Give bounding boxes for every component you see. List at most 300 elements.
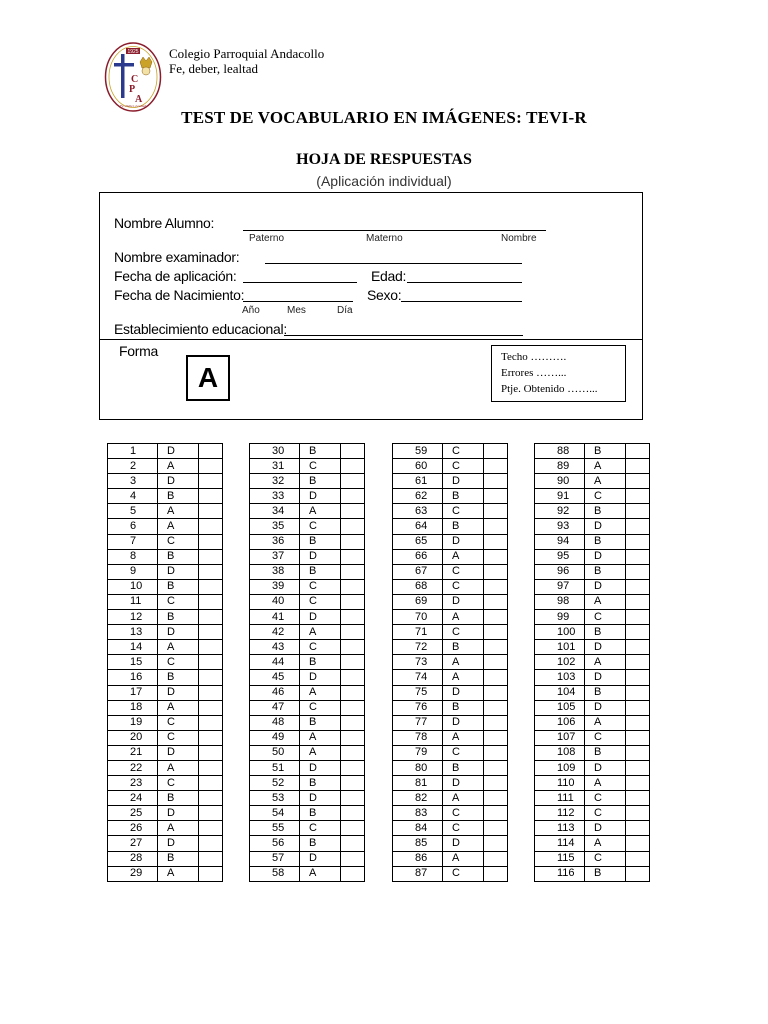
item-number: 19 [108,715,158,730]
response-cell[interactable] [199,549,223,564]
response-cell[interactable] [626,821,650,836]
table-row [535,730,650,745]
answer-key: B [443,760,484,775]
school-logo [104,41,162,113]
response-cell[interactable] [199,791,223,806]
answer-key: D [443,474,484,489]
item-number: 59 [393,444,443,459]
answer-key: A [158,504,199,519]
response-cell[interactable] [626,519,650,534]
response-cell[interactable] [626,459,650,474]
year-label: Año [242,305,260,316]
response-cell[interactable] [341,444,365,459]
table-row [535,670,650,685]
answer-key: C [443,459,484,474]
table-row [250,655,365,670]
day-label: Día [337,305,353,316]
response-cell[interactable] [199,444,223,459]
item-number: 30 [250,444,300,459]
answer-key: A [443,670,484,685]
item-number: 38 [250,564,300,579]
item-number: 51 [250,760,300,775]
response-cell[interactable] [626,625,650,640]
item-number: 64 [393,519,443,534]
response-cell[interactable] [199,625,223,640]
forma-value-box: A [186,355,230,401]
response-cell[interactable] [484,851,508,866]
item-number: 12 [108,610,158,625]
answer-key: B [158,670,199,685]
response-cell[interactable] [484,776,508,791]
response-cell[interactable] [626,700,650,715]
item-number: 113 [535,821,585,836]
response-cell[interactable] [484,625,508,640]
response-cell[interactable] [341,715,365,730]
application-date-field[interactable] [243,282,357,283]
response-cell[interactable] [484,579,508,594]
item-number: 39 [250,579,300,594]
table-row [108,791,223,806]
response-cell[interactable] [626,564,650,579]
response-cell[interactable] [626,594,650,609]
table-row [250,715,365,730]
response-cell[interactable] [626,444,650,459]
item-number: 93 [535,519,585,534]
answer-key: B [300,534,341,549]
response-cell[interactable] [626,745,650,760]
item-number: 78 [393,730,443,745]
response-cell[interactable] [484,459,508,474]
response-cell[interactable] [626,670,650,685]
table-row [108,821,223,836]
response-cell[interactable] [484,685,508,700]
response-cell[interactable] [341,640,365,655]
answer-key: C [585,851,626,866]
response-cell[interactable] [199,519,223,534]
item-number: 56 [250,836,300,851]
answer-key: D [300,760,341,775]
item-number: 97 [535,579,585,594]
item-number: 58 [250,866,300,881]
response-cell[interactable] [626,640,650,655]
response-cell[interactable] [341,821,365,836]
answer-key: A [443,851,484,866]
item-number: 80 [393,760,443,775]
response-cell[interactable] [341,610,365,625]
response-cell[interactable] [484,504,508,519]
item-number: 15 [108,655,158,670]
item-number: 69 [393,594,443,609]
answer-key: C [443,564,484,579]
response-cell[interactable] [484,836,508,851]
response-cell[interactable] [484,489,508,504]
response-cell[interactable] [199,745,223,760]
answer-key: D [443,685,484,700]
table-row [393,444,508,459]
answer-key: C [158,776,199,791]
birth-date-field[interactable] [243,301,353,302]
response-cell[interactable] [341,625,365,640]
response-cell[interactable] [626,760,650,775]
answer-key: B [585,685,626,700]
maternal-label: Materno [366,233,403,244]
response-cell[interactable] [484,821,508,836]
answer-key: C [300,594,341,609]
response-cell[interactable] [484,715,508,730]
response-cell[interactable] [626,791,650,806]
response-cell[interactable] [199,579,223,594]
table-row [108,745,223,760]
response-cell[interactable] [484,655,508,670]
table-row [535,489,650,504]
answer-key: C [585,610,626,625]
table-row [535,866,650,881]
answer-key: C [443,866,484,881]
item-number: 74 [393,670,443,685]
response-cell[interactable] [199,474,223,489]
item-number: 106 [535,715,585,730]
response-cell[interactable] [484,519,508,534]
item-number: 52 [250,776,300,791]
response-cell[interactable] [484,866,508,881]
school-header [169,46,324,76]
item-number: 107 [535,730,585,745]
item-number: 70 [393,610,443,625]
response-cell[interactable] [341,489,365,504]
table-row [250,836,365,851]
response-cell[interactable] [199,806,223,821]
response-cell[interactable] [626,534,650,549]
answer-key: B [300,444,341,459]
response-cell[interactable] [484,700,508,715]
table-row [108,594,223,609]
table-row [535,534,650,549]
item-number: 101 [535,640,585,655]
response-cell[interactable] [199,640,223,655]
sex-label: Sexo: [367,287,402,303]
table-row [250,534,365,549]
table-row [535,685,650,700]
response-cell[interactable] [199,489,223,504]
table-row [535,610,650,625]
answer-key: B [585,745,626,760]
answer-key: C [300,700,341,715]
table-row [108,851,223,866]
response-cell[interactable] [341,745,365,760]
response-cell[interactable] [199,821,223,836]
item-number: 42 [250,625,300,640]
response-cell[interactable] [484,640,508,655]
table-row [250,444,365,459]
item-number: 81 [393,776,443,791]
item-number: 109 [535,760,585,775]
table-row [108,459,223,474]
item-number: 16 [108,670,158,685]
item-number: 111 [535,791,585,806]
table-row [393,459,508,474]
item-number: 50 [250,745,300,760]
response-cell[interactable] [199,504,223,519]
table-row [535,655,650,670]
birth-date-label: Fecha de Nacimiento: [114,287,245,303]
response-cell[interactable] [484,564,508,579]
answer-key: D [158,836,199,851]
answer-key: A [300,730,341,745]
response-cell[interactable] [484,760,508,775]
student-name-field[interactable] [243,230,546,231]
response-cell[interactable] [484,594,508,609]
response-cell[interactable] [341,836,365,851]
answer-key: B [300,564,341,579]
logo-year: 1925 [127,49,139,56]
response-cell[interactable] [199,610,223,625]
table-row [535,700,650,715]
table-row [535,821,650,836]
response-cell[interactable] [199,459,223,474]
table-row [250,776,365,791]
response-cell[interactable] [199,534,223,549]
response-cell[interactable] [199,715,223,730]
answer-key: A [158,760,199,775]
response-cell[interactable] [341,474,365,489]
response-cell[interactable] [199,700,223,715]
item-number: 40 [250,594,300,609]
examiner-label: Nombre examinador: [114,249,240,265]
response-cell[interactable] [484,806,508,821]
table-row [393,715,508,730]
response-cell[interactable] [626,549,650,564]
response-cell[interactable] [341,866,365,881]
answer-key: A [585,836,626,851]
answer-key: B [585,534,626,549]
table-row [535,519,650,534]
answer-key: D [585,640,626,655]
table-row [250,730,365,745]
response-cell[interactable] [626,685,650,700]
table-row [108,504,223,519]
response-cell[interactable] [199,564,223,579]
answer-key: C [443,579,484,594]
response-cell[interactable] [484,670,508,685]
response-cell[interactable] [626,851,650,866]
response-cell[interactable] [484,610,508,625]
table-row [393,791,508,806]
response-cell[interactable] [341,685,365,700]
response-cell[interactable] [341,851,365,866]
answer-table-2 [249,443,365,882]
age-field[interactable] [407,282,522,283]
table-row [535,459,650,474]
item-number: 48 [250,715,300,730]
table-row [535,594,650,609]
answer-key: D [158,745,199,760]
answer-key: A [443,655,484,670]
item-number: 7 [108,534,158,549]
response-cell[interactable] [341,594,365,609]
response-cell[interactable] [341,700,365,715]
table-row [535,776,650,791]
response-cell[interactable] [341,670,365,685]
item-number: 100 [535,625,585,640]
answer-key: D [300,549,341,564]
item-number: 60 [393,459,443,474]
answer-key: C [300,579,341,594]
logo-letter-p: P [129,84,136,95]
logo-letter-a: A [135,94,143,105]
item-number: 99 [535,610,585,625]
answer-key: A [585,776,626,791]
response-cell[interactable] [341,579,365,594]
item-number: 73 [393,655,443,670]
item-number: 18 [108,700,158,715]
answer-key: C [300,640,341,655]
response-cell[interactable] [341,806,365,821]
table-row [108,655,223,670]
table-row [535,806,650,821]
item-number: 87 [393,866,443,881]
table-row [108,640,223,655]
item-number: 103 [535,670,585,685]
response-cell[interactable] [341,459,365,474]
table-row [108,474,223,489]
table-row [108,625,223,640]
answer-key: C [585,806,626,821]
table-row [535,579,650,594]
item-number: 27 [108,836,158,851]
response-cell[interactable] [484,474,508,489]
response-cell[interactable] [341,534,365,549]
item-number: 34 [250,504,300,519]
answer-key: D [585,670,626,685]
table-row [250,685,365,700]
table-row [250,640,365,655]
answer-key: D [585,519,626,534]
answer-key: A [158,700,199,715]
table-row [393,730,508,745]
response-cell[interactable] [199,776,223,791]
answer-key: A [443,730,484,745]
table-row [393,836,508,851]
response-cell[interactable] [626,715,650,730]
response-cell[interactable] [199,685,223,700]
response-cell[interactable] [341,760,365,775]
response-cell[interactable] [199,836,223,851]
table-row [250,459,365,474]
response-cell[interactable] [341,730,365,745]
response-cell[interactable] [341,776,365,791]
application-date-label: Fecha de aplicación: [114,268,237,284]
item-number: 83 [393,806,443,821]
item-number: 35 [250,519,300,534]
table-row [535,625,650,640]
response-cell[interactable] [199,851,223,866]
response-cell[interactable] [341,564,365,579]
table-row [393,549,508,564]
table-row [393,776,508,791]
response-cell[interactable] [199,730,223,745]
response-cell[interactable] [626,474,650,489]
table-row [250,851,365,866]
response-cell[interactable] [484,730,508,745]
response-cell[interactable] [199,760,223,775]
response-cell[interactable] [341,519,365,534]
response-cell[interactable] [199,594,223,609]
answer-key: C [443,444,484,459]
response-cell[interactable] [484,444,508,459]
response-cell[interactable] [626,489,650,504]
response-cell[interactable] [199,670,223,685]
answer-key: D [443,776,484,791]
answer-key: D [158,444,199,459]
item-number: 96 [535,564,585,579]
item-number: 82 [393,791,443,806]
answer-key: C [300,459,341,474]
sex-field[interactable] [401,301,522,302]
answer-key: A [300,504,341,519]
table-row [393,655,508,670]
response-cell[interactable] [626,655,650,670]
answer-key: B [158,851,199,866]
examiner-field[interactable] [265,263,522,264]
response-cell[interactable] [484,791,508,806]
school-field[interactable] [284,335,523,336]
response-cell[interactable] [484,549,508,564]
item-number: 2 [108,459,158,474]
response-cell[interactable] [626,806,650,821]
item-number: 76 [393,700,443,715]
answer-key: A [158,866,199,881]
answer-key: A [300,625,341,640]
item-number: 104 [535,685,585,700]
table-row [535,760,650,775]
response-cell[interactable] [199,655,223,670]
answer-key: D [585,579,626,594]
table-row [250,700,365,715]
table-row [393,760,508,775]
table-row [250,579,365,594]
answer-key: D [585,700,626,715]
item-number: 89 [535,459,585,474]
response-cell[interactable] [626,610,650,625]
answer-key: D [443,534,484,549]
table-row [108,519,223,534]
response-cell[interactable] [626,866,650,881]
answer-key: A [158,519,199,534]
application-note: (Aplicación individual) [316,173,452,189]
response-cell[interactable] [626,504,650,519]
response-cell[interactable] [341,791,365,806]
response-cell[interactable] [626,730,650,745]
response-cell[interactable] [484,534,508,549]
response-cell[interactable] [341,504,365,519]
item-number: 49 [250,730,300,745]
response-cell[interactable] [626,836,650,851]
answer-key: C [158,730,199,745]
item-number: 95 [535,549,585,564]
response-cell[interactable] [484,745,508,760]
response-cell[interactable] [341,549,365,564]
response-cell[interactable] [626,579,650,594]
response-cell[interactable] [341,655,365,670]
item-number: 20 [108,730,158,745]
item-number: 110 [535,776,585,791]
item-number: 25 [108,806,158,821]
paternal-label: Paterno [249,233,285,244]
response-cell[interactable] [199,866,223,881]
table-row [108,806,223,821]
response-cell[interactable] [626,776,650,791]
forma-label: Forma [119,343,158,359]
